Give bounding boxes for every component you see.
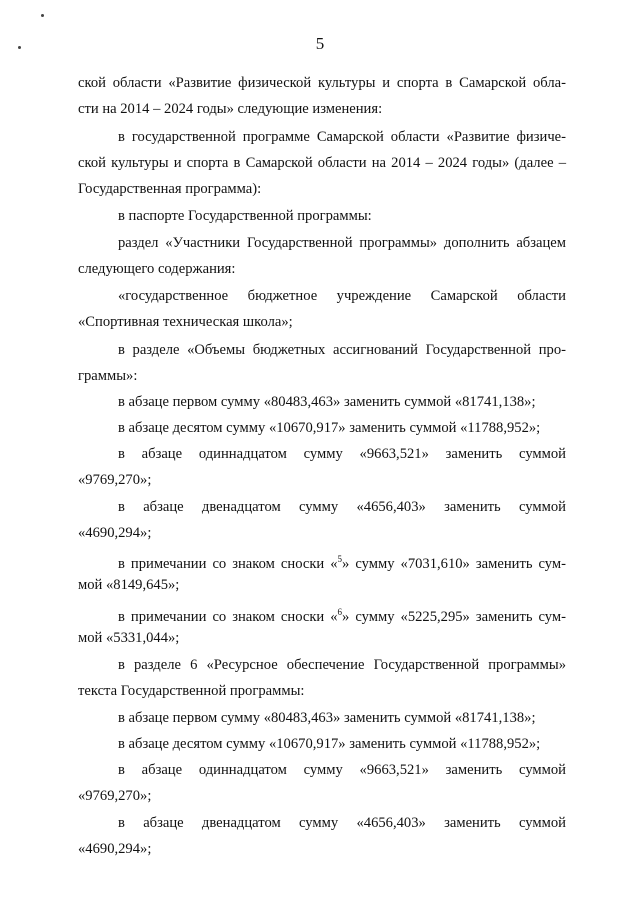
paragraph-line: мой «8149,645»; (78, 577, 180, 593)
paragraph-line: в абзаце двенадцатом сумму «4656,403» заменить суммой (118, 499, 566, 515)
page-number: 5 (315, 34, 325, 53)
paragraph-line: раздел «Участники Государственной программы» дополнить абзацем (118, 235, 566, 251)
line-text: в примечании со знаком сноски « (118, 555, 338, 572)
paragraph-line: Государственная программа): (78, 181, 262, 197)
paragraph-line: в паспорте Государственной программы: (118, 208, 372, 224)
paragraph-line: сти на 2014 – 2024 годы» следующие изменения: (78, 101, 383, 117)
paragraph-line: в абзаце одиннадцатом сумму «9663,521» заменить суммой (118, 446, 566, 462)
line-text: в примечании со знаком сноски « (118, 608, 338, 625)
paragraph-line: «Спортивная техническая школа»; (78, 314, 293, 330)
paragraph-line: ской культуры и спорта в Самарской области на 2014 – 2024 годы» (далее – (78, 155, 566, 171)
paragraph-line: в абзаце десятом сумму «10670,917» заменить суммой «11788,952»; (118, 420, 541, 436)
scan-speck (41, 14, 44, 17)
paragraph-line: ской области «Развитие физической культуры и спорта в Самарской обла- (78, 75, 566, 91)
paragraph-line: «государственное бюджетное учреждение Самарской области (118, 288, 566, 304)
paragraph-line: текста Государственной программы: (78, 683, 305, 699)
footnote-mark: 5 (337, 554, 343, 564)
paragraph-line: граммы»: (78, 368, 138, 384)
line-text: » сумму «5225,295» заменить сум- (342, 608, 566, 625)
paragraph-line: «9769,270»; (78, 788, 152, 804)
paragraph-line: в абзаце первом сумму «80483,463» заменить суммой «81741,138»; (118, 710, 536, 726)
paragraph-line: «4690,294»; (78, 841, 152, 857)
paragraph-line: «9769,270»; (78, 472, 152, 488)
paragraph-line: в абзаце первом сумму «80483,463» заменить суммой «81741,138»; (118, 394, 536, 410)
scan-speck (18, 46, 21, 49)
paragraph-line: мой «5331,044»; (78, 630, 180, 646)
paragraph-line: в разделе «Объемы бюджетных ассигнований Государственной про- (118, 342, 566, 358)
paragraph-line: в абзаце одиннадцатом сумму «9663,521» заменить суммой (118, 762, 566, 778)
paragraph-line: в абзаце десятом сумму «10670,917» заменить суммой «11788,952»; (118, 736, 541, 752)
paragraph-line: в разделе 6 «Ресурсное обеспечение Государственной программы» (118, 657, 566, 673)
paragraph-line: следующего содержания: (78, 261, 236, 277)
paragraph-line: в государственной программе Самарской области «Развитие физиче- (118, 129, 566, 145)
footnote-mark: 6 (337, 607, 343, 617)
paragraph-line: в абзаце двенадцатом сумму «4656,403» заменить суммой (118, 815, 566, 831)
line-text: » сумму «7031,610» заменить сум- (342, 555, 566, 572)
paragraph-line: «4690,294»; (78, 525, 152, 541)
